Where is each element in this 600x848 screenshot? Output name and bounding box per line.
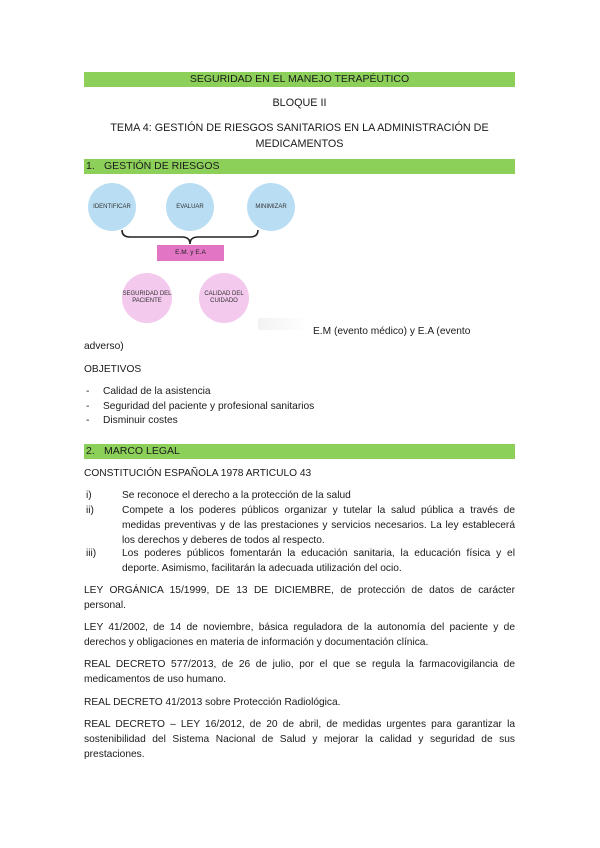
constitution-heading: CONSTITUCIÓN ESPAÑOLA 1978 ARTICULO 43	[84, 468, 312, 479]
section-title: MARCO LEGAL	[104, 445, 180, 457]
topic-title: TEMA 4: GESTIÓN DE RIESGOS SANITARIOS EN LA ADMINISTRACIÓN DE MEDICAMENTOS	[110, 122, 489, 151]
law-paragraph: REAL DECRETO 577/2013, de 26 de julio, por el que se regula la farmacovigilancia de medicamentos de uso humano.	[84, 659, 515, 685]
diagram-shadow	[258, 318, 308, 330]
em-ea-box: E.M. y E.A	[157, 245, 224, 261]
circle-evaluate: EVALUAR	[166, 183, 214, 231]
law-paragraph: REAL DECRETO 41/2013 sobre Protección Radiológica.	[84, 697, 341, 708]
section-number: 1.	[86, 160, 95, 172]
section-heading-1	[84, 159, 515, 174]
objectives-title: OBJETIVOS	[84, 364, 142, 375]
law-paragraph: REAL DECRETO – LEY 16/2012, de 20 de abril, de medidas urgentes para garantizar la sostenibilidad del Sistema Nacional de Salud y mejorar la calidad y seguridad de sus prestaciones.	[84, 719, 515, 760]
section-heading-2	[84, 444, 515, 459]
circle-patient-safety: SEGURIDAD DEL PACIENTE	[122, 273, 172, 323]
document-title-bar	[84, 72, 515, 87]
document-title: SEGURIDAD EN EL MANEJO TERAPÉUTICO	[189, 73, 410, 85]
circle-care-quality: CALIDAD DEL CUIDADO	[199, 273, 249, 323]
law-paragraph: LEY ORGÁNICA 15/1999, DE 13 DE DICIEMBRE, de protección de datos de carácter personal.	[84, 585, 515, 611]
brace-connector	[120, 228, 260, 246]
section-number: 2.	[86, 445, 95, 457]
law-paragraph: LEY 41/2002, de 14 de noviembre, básica reguladora de la autonomía del paciente y de derechos y obligaciones en materia de información y documentación clínica.	[84, 622, 515, 648]
note-line-2: adverso)	[84, 341, 124, 352]
document-page: SEGURIDAD EN EL MANEJO TERAPÉUTICO BLOQUE II TEMA 4: GESTIÓN DE RIESGOS SANITARIOS EN LA ADMINISTRACIÓN DE MEDICAMENTOS 1. GESTIÓN DE RIESGOS IDENTIFICAR EVALUAR MINIMIZAR E.M. y E.A SEGURIDAD DEL PACIENTE CALIDAD DEL CUIDADO E.M (evento médico) y E.A (evento adverso) OBJETIVOS - Calidad de la asistencia - Seguridad del paciente y profesional sanitarios - Disminuir costes 2. MARCO LEGAL CONSTITUCIÓN ESPAÑOLA 1978 ARTICULO 43 i) Se reconoce el derecho a la protección de la salud ii) Compete a los poderes públicos organizar y tutelar la salud pública a través de medidas preventivas y de las prestaciones y servicios necesarios. La ley establecerá los derechos y deberes de todos al respecto. iii) Los poderes públicos fomentarán la educación sanitaria, la educación física y el deporte. Asimismo, facilitarán la adecuada utilización del ocio. LEY ORGÁNICA 15/1999, DE 13 DE DICIEMBRE, de protección de datos de carácter personal. LEY 41/2002, de 14 de noviembre, básica reguladora de la autonomía del paciente y de derechos y obligaciones en materia de información y documentación clínica. REAL DECRETO 577/2013, de 26 de julio, por el que se regula la farmacovigilancia de medicamentos de uso humano. REAL DECRETO 41/2013 sobre Protección Radiológica. REAL DECRETO – LEY 16/2012, de 20 de abril, de medidas urgentes para garantizar la sostenibilidad del Sistema Nacional de Salud y mejorar la calidad y seguridad de sus prestaciones.	[0, 0, 600, 848]
block-label: BLOQUE II	[272, 97, 327, 109]
section-title: GESTIÓN DE RIESGOS	[104, 160, 220, 172]
circle-minimize: MINIMIZAR	[247, 183, 295, 231]
note-line-1: E.M (evento médico) y E.A (evento	[313, 326, 471, 337]
circle-identify: IDENTIFICAR	[88, 183, 136, 231]
